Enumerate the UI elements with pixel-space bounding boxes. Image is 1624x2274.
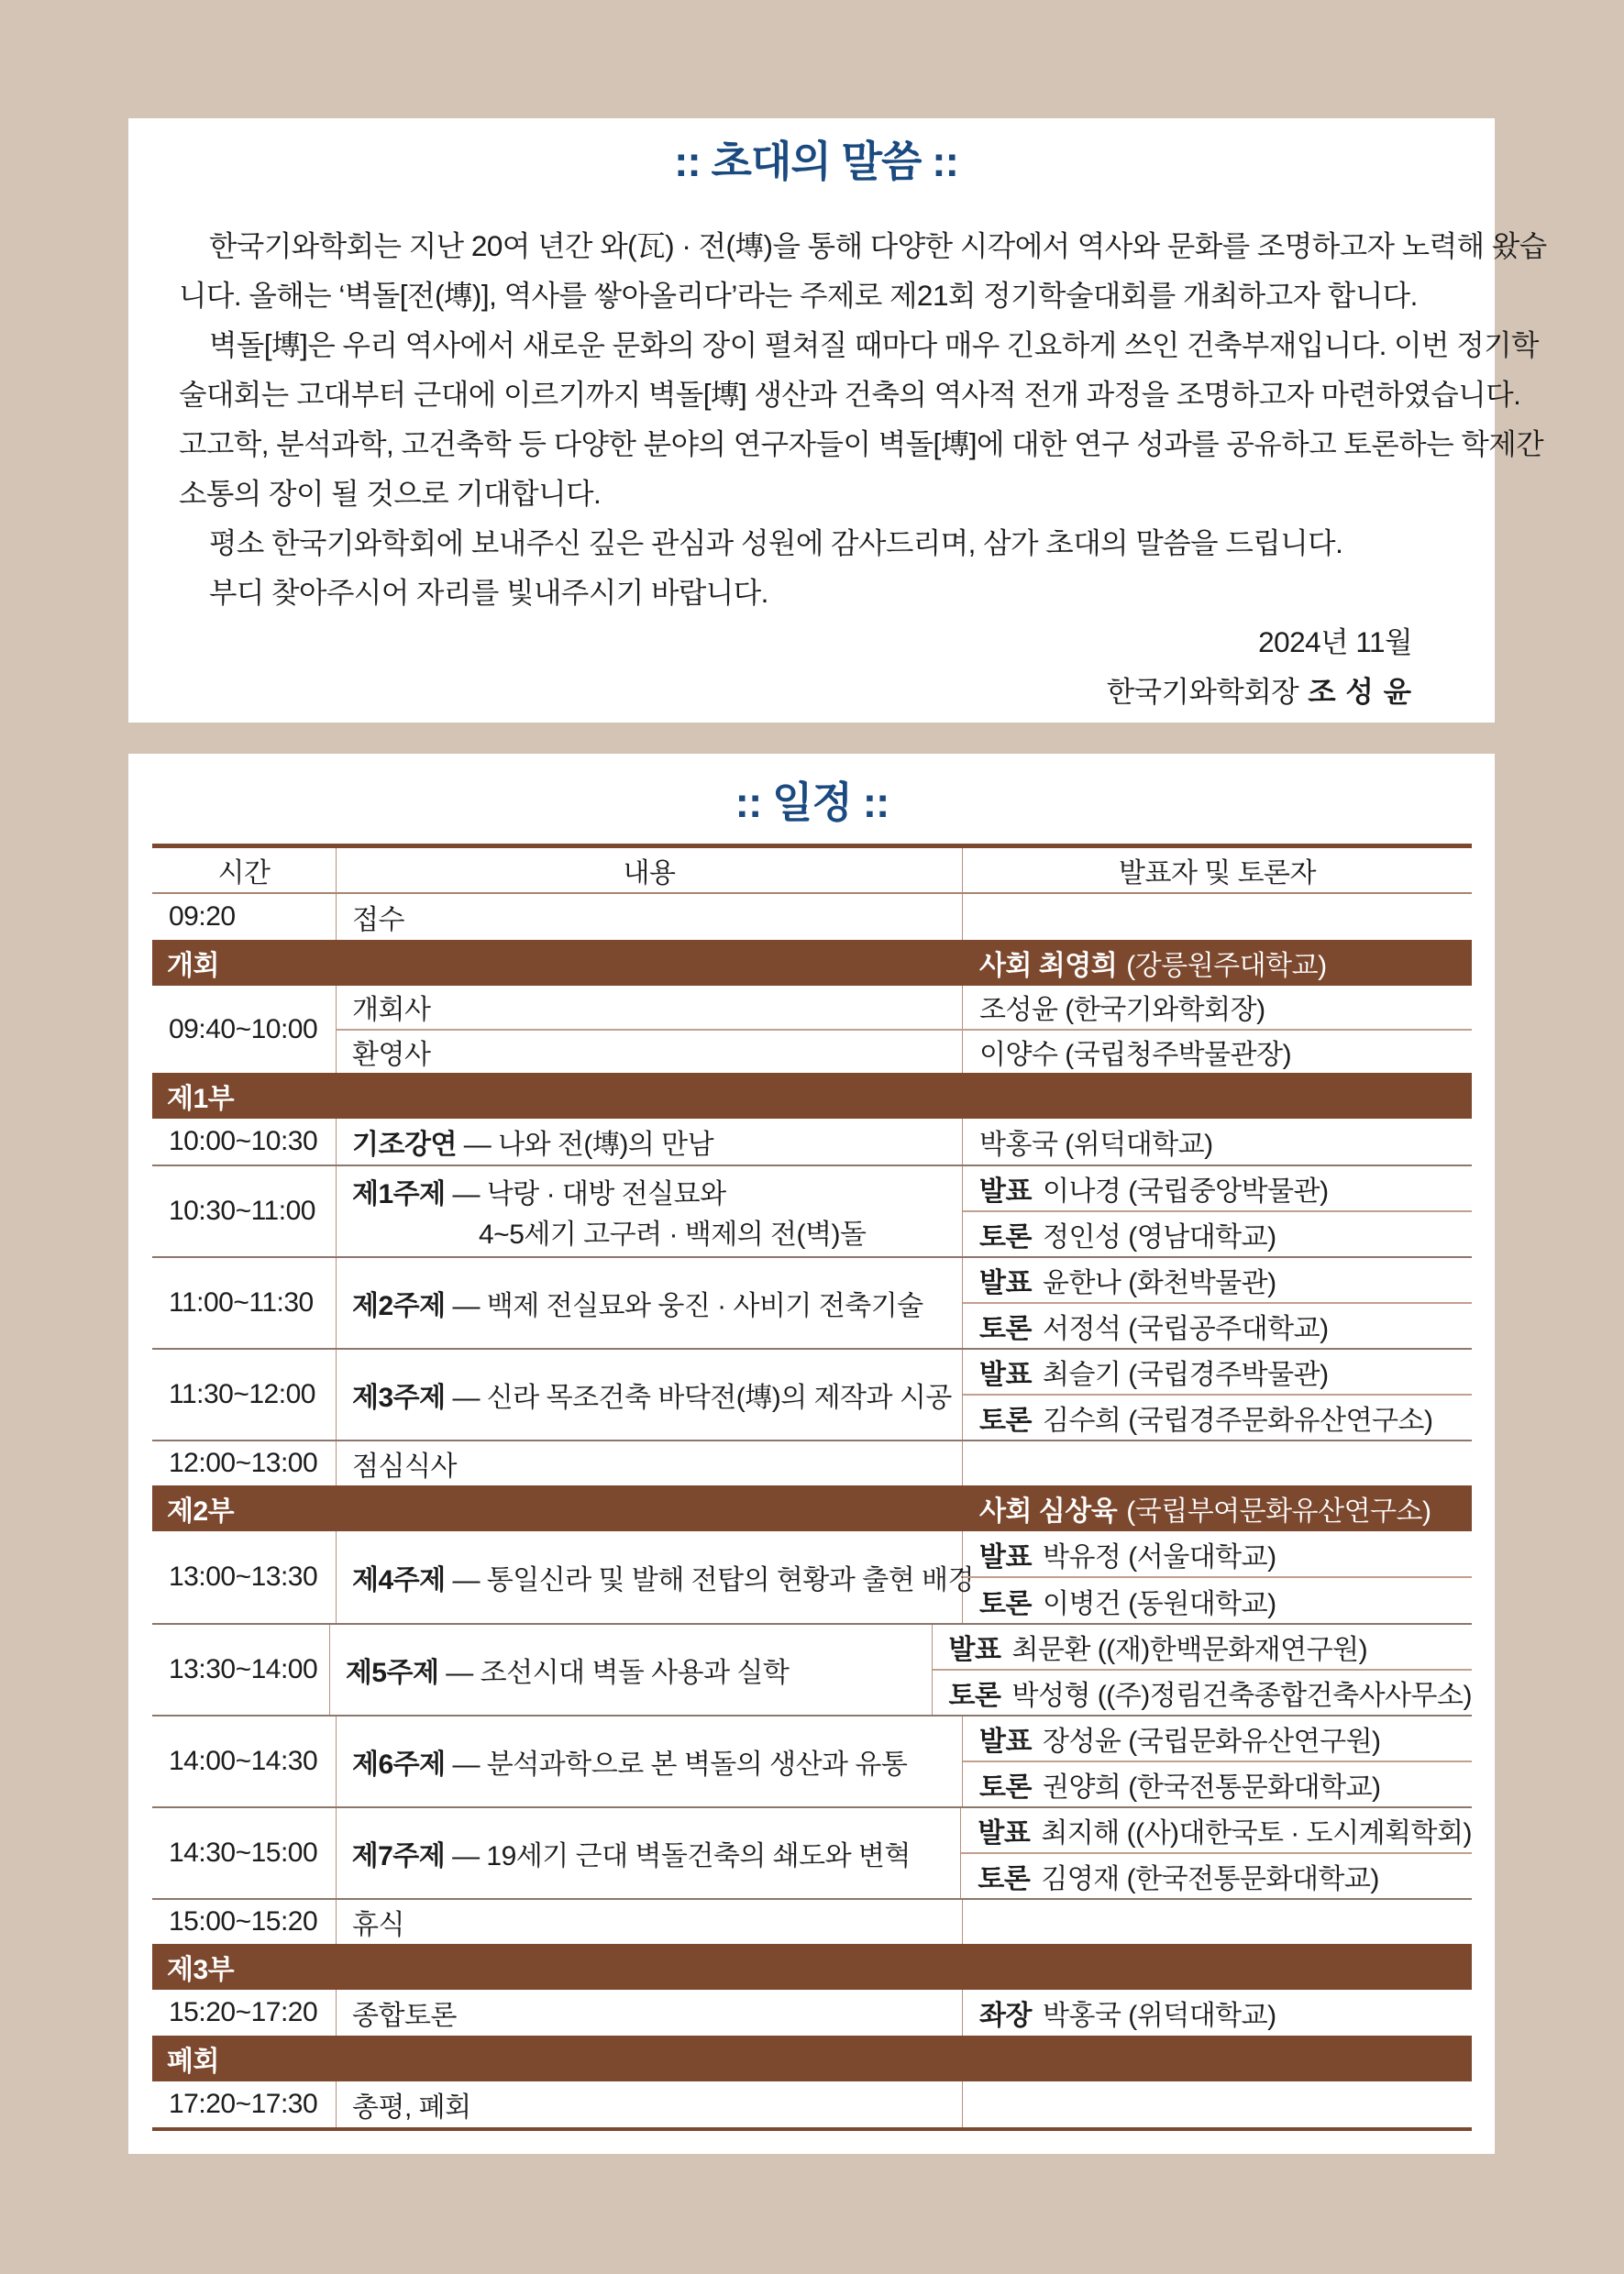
content-cell	[337, 894, 963, 940]
schedule-title: :: 일정 ::	[735, 778, 889, 826]
time-cell: 10:00~10:30	[152, 1119, 337, 1165]
presenter-label: 발표	[979, 1541, 1032, 1573]
schedule-row	[152, 1256, 1472, 1348]
presenter-name: 최슬기 (국립경주박물관)	[1042, 1360, 1329, 1390]
invitation-body	[179, 221, 1547, 617]
schedule-row	[152, 1898, 1472, 1944]
presenter-label: 발표	[979, 1268, 1032, 1298]
presenter-name: 박홍국 (위덕대학교)	[979, 1130, 1213, 1160]
sub-row	[337, 1031, 1472, 1074]
presenter-name: 최문환 ((재)한백문화재연구원)	[1011, 1635, 1368, 1665]
band-title: 개회	[167, 951, 219, 981]
topic-title: — 19세기 근대 벽돌건축의 쇄도와 변혁	[445, 1841, 911, 1871]
content-cell	[337, 1531, 974, 1623]
invitation-card	[128, 118, 1547, 723]
content-cell	[337, 1990, 963, 2036]
topic-number: 제4주제	[352, 1565, 446, 1595]
discussant-entry	[963, 1762, 1472, 1806]
topic-number: 제5주제	[345, 1658, 439, 1688]
content-line	[352, 1443, 962, 1484]
content-line	[352, 897, 962, 937]
presenter-cell	[963, 894, 1472, 940]
chair-label: 좌장	[979, 2001, 1032, 2031]
topic-number: 제3주제	[352, 1383, 446, 1413]
discussant-name: 서정석 (국립공주대학교)	[1042, 1314, 1329, 1344]
topic-title-line	[352, 1741, 962, 1782]
band-chair-label: 사회 최영희	[979, 951, 1118, 981]
invitation-line: 벽돌[塼]은 우리 역사에서 새로운 문화의 장이 펼쳐질 때마다 매우 긴요하게 쓰인 건축부재입니다. 이번 정기학	[209, 328, 1539, 361]
presenter-name: 박유정 (서울대학교)	[1042, 1541, 1276, 1573]
time-cell: 15:00~15:20	[152, 1900, 337, 1944]
content-cell	[337, 2081, 963, 2127]
presenter-discussant	[963, 1717, 1472, 1806]
schedule-row	[152, 1990, 1472, 2036]
invitation-date: 2024년 11월	[1258, 625, 1412, 658]
content-line	[352, 2084, 962, 2125]
discussant-label: 토론	[979, 1406, 1032, 1436]
signature-prefix: 한국기와학회장	[1106, 675, 1299, 708]
topic-title: — 백제 전실묘와 웅진 · 사비기 전축기술	[445, 1291, 923, 1321]
section-band	[152, 1073, 1472, 1119]
presenter-entry	[961, 1808, 1472, 1854]
topic-title-line	[352, 1833, 961, 1873]
presenter-label: 발표	[979, 1176, 1032, 1207]
presenter-entry	[963, 1531, 1472, 1578]
band-title: 제3부	[167, 1955, 235, 1985]
invitation-signature	[179, 667, 1453, 716]
content-cell	[337, 1808, 962, 1898]
presenter-discussant	[963, 1350, 1472, 1440]
schedule-card	[128, 754, 1495, 2154]
presenter-entry	[963, 1717, 1472, 1762]
discussant-entry	[963, 1212, 1472, 1256]
time-cell: 13:30~14:00	[152, 1625, 330, 1715]
content-cell	[337, 1350, 963, 1440]
presenter-entry	[963, 1258, 1472, 1304]
topic-title: — 통일신라 및 발해 전탑의 현황과 출현 배경	[445, 1565, 974, 1595]
content-cell	[337, 1119, 963, 1165]
presenter-cell	[963, 1441, 1472, 1485]
content-text: 종합토론	[352, 2001, 457, 2031]
signature-name: 조 성 윤	[1308, 675, 1412, 708]
discussant-name: 권양희 (한국전통문화대학교)	[1042, 1772, 1381, 1803]
time-cell: 14:00~14:30	[152, 1717, 337, 1806]
presenter-entry	[963, 1350, 1472, 1396]
content-cell	[337, 1258, 963, 1348]
topic-title: — 신라 목조건축 바닥전(塼)의 제작과 시공	[445, 1383, 952, 1413]
discussant-label: 토론	[979, 1222, 1032, 1253]
presenter-discussant	[961, 1808, 1472, 1898]
invitation-line: 니다. 올해는 ‘벽돌[전(塼)], 역사를 쌓아올리다’라는 주제로 제21회 정기학술대회를 개최하고자 합니다.	[179, 279, 1418, 312]
presenter-name: 이나경 (국립중앙박물관)	[1042, 1176, 1329, 1207]
time-cell: 09:40~10:00	[152, 986, 337, 1073]
sub-row	[337, 986, 1472, 1031]
schedule-row	[152, 1440, 1472, 1485]
schedule-row	[152, 1806, 1472, 1898]
discussant-entry	[961, 1854, 1472, 1898]
content-line	[352, 1993, 962, 2033]
content-cell	[337, 1717, 963, 1806]
band-chair-affiliation: (국립부여문화유산연구소)	[1126, 1496, 1431, 1527]
topic-title-line	[352, 1557, 974, 1597]
content-text: 휴식	[352, 1910, 404, 1940]
schedule-row	[152, 1623, 1472, 1715]
content-text: 점심식사	[352, 1452, 457, 1482]
schedule-table	[152, 844, 1472, 2131]
discussant-name: 김영재 (한국전통문화대학교)	[1041, 1864, 1379, 1894]
time-cell: 14:30~15:00	[152, 1808, 337, 1898]
content-line	[352, 1121, 962, 1162]
presenter-name: 윤한나 (화천박물관)	[1042, 1268, 1276, 1298]
table-body	[152, 894, 1472, 2127]
content-cell: 개회사	[337, 986, 963, 1029]
invitation-line: 한국기와학회는 지난 20여 년간 와(瓦) · 전(塼)을 통해 다양한 시각에서 역사와 문화를 조명하고자 노력해 왔습	[209, 229, 1547, 262]
time-cell: 13:00~13:30	[152, 1531, 337, 1623]
discussant-entry	[963, 1304, 1472, 1348]
schedule-row	[152, 1531, 1472, 1623]
invitation-line: 평소 한국기와학회에 보내주신 깊은 관심과 성원에 감사드리며, 삼가 초대의 말씀을 드립니다.	[209, 526, 1343, 559]
discussant-label: 토론	[948, 1681, 1001, 1711]
presenter-name: 박홍국 (위덕대학교)	[1042, 2001, 1276, 2031]
invitation-line: 소통의 장이 될 것으로 기대합니다.	[179, 477, 602, 510]
band-chair	[963, 1488, 1431, 1529]
content-text: — 나와 전(塼)의 만남	[456, 1130, 714, 1160]
section-band	[152, 2036, 1472, 2081]
presenter-label: 발표	[978, 1818, 1031, 1849]
presenter-cell	[963, 1900, 1472, 1944]
schedule-row	[152, 2081, 1472, 2127]
band-title: 폐회	[167, 2047, 219, 2077]
discussant-label: 토론	[979, 1588, 1032, 1619]
header-time: 시간	[152, 848, 337, 892]
band-chair-label: 사회 심상육	[979, 1496, 1118, 1527]
schedule-row	[152, 1165, 1472, 1256]
presenter-discussant	[963, 1531, 1472, 1623]
time-cell: 11:30~12:00	[152, 1350, 337, 1440]
schedule-row	[152, 1119, 1472, 1165]
invitation-line: 부디 찾아주시어 자리를 빛내주시기 바랍니다.	[209, 576, 768, 609]
table-header-row	[152, 848, 1472, 894]
topic-number: 제6주제	[352, 1750, 446, 1780]
time-cell: 17:20~17:30	[152, 2081, 337, 2127]
time-cell: 12:00~13:00	[152, 1441, 337, 1485]
band-title: 제2부	[167, 1496, 235, 1527]
band-chair-affiliation: (강릉원주대학교)	[1126, 951, 1327, 981]
split-rows	[337, 986, 1472, 1073]
topic-title-line	[352, 1283, 962, 1323]
header-content: 내용	[337, 848, 963, 892]
content-cell	[337, 1166, 963, 1256]
time-cell: 15:20~17:20	[152, 1990, 337, 2036]
presenter-discussant	[963, 1258, 1472, 1348]
schedule-row	[152, 894, 1472, 940]
content-cell	[337, 1441, 963, 1485]
content-cell	[330, 1625, 933, 1715]
section-band	[152, 1944, 1472, 1990]
presenter-label: 발표	[979, 1727, 1032, 1757]
discussant-label: 토론	[978, 1864, 1031, 1894]
discussant-name: 이병건 (동원대학교)	[1042, 1588, 1276, 1619]
presenter-cell	[963, 1990, 1472, 2036]
discussant-label: 토론	[979, 1772, 1032, 1803]
topic-title-line2: 4~5세기 고구려 · 백제의 전(벽)돌	[479, 1220, 867, 1250]
topic-number: 제7주제	[351, 1841, 446, 1871]
discussant-name: 박성형 ((주)정림건축종합건축사사무소)	[1011, 1681, 1472, 1711]
content-cell: 환영사	[337, 1031, 963, 1074]
presenter-label: 발표	[979, 1360, 1032, 1390]
discussant-name: 정인성 (영남대학교)	[1042, 1222, 1276, 1253]
topic-title: — 낙랑 · 대방 전실묘와	[445, 1179, 726, 1209]
time-cell: 09:20	[152, 894, 337, 940]
content-label: 기조강연	[352, 1130, 457, 1160]
invitation-title: :: 초대의 말씀 ::	[674, 138, 958, 185]
topic-title-line	[352, 1374, 962, 1415]
discussant-entry	[963, 1578, 1472, 1623]
content-cell	[337, 1900, 963, 1944]
topic-title-line	[346, 1650, 932, 1690]
discussant-entry	[963, 1396, 1472, 1440]
topic-title: — 분석과학으로 본 벽돌의 생산과 유통	[445, 1750, 908, 1780]
band-chair	[963, 943, 1327, 983]
discussant-label: 토론	[979, 1314, 1032, 1344]
invitation-line: 술대회는 고대부터 근대에 이르기까지 벽돌[塼] 생산과 건축의 역사적 전개 과정을 조명하고자 마련하였습니다.	[179, 378, 1521, 411]
topic-number: 제2주제	[352, 1291, 446, 1321]
presenter-cell	[963, 2081, 1472, 2127]
section-band	[152, 940, 1472, 986]
presenter-label: 발표	[948, 1635, 1001, 1665]
content-line	[352, 1902, 962, 1942]
time-cell: 11:00~11:30	[152, 1258, 337, 1348]
presenter-cell: 조성윤 (한국기와학회장)	[979, 995, 1265, 1026]
presenter-name: 장성윤 (국립문화유산연구원)	[1042, 1727, 1381, 1757]
band-title: 제1부	[167, 1084, 235, 1114]
section-band	[152, 1485, 1472, 1531]
schedule-row	[152, 1348, 1472, 1440]
topic-title-line	[352, 1171, 962, 1211]
schedule-row	[152, 986, 1472, 1073]
time-cell: 10:30~11:00	[152, 1166, 337, 1256]
schedule-row	[152, 1715, 1472, 1806]
presenter-discussant	[963, 1166, 1472, 1256]
content-text: 총평, 폐회	[352, 2092, 471, 2123]
invitation-line: 고고학, 분석과학, 고건축학 등 다양한 분야의 연구자들이 벽돌[塼]에 대한 연구 성과를 공유하고 토론하는 학제간	[179, 427, 1544, 460]
discussant-entry	[933, 1671, 1472, 1715]
presenter-cell: 이양수 (국립청주박물관장)	[979, 1039, 1292, 1070]
presenter-entry	[963, 1166, 1472, 1212]
header-presenters: 발표자 및 토론자	[1118, 858, 1317, 889]
presenter-name: 최지해 ((사)대한국토 · 도시계획학회)	[1041, 1818, 1472, 1849]
content-text: 접수	[352, 905, 404, 935]
presenter-cell	[963, 1119, 1472, 1165]
topic-title: — 조선시대 벽돌 사용과 실학	[438, 1658, 790, 1688]
discussant-name: 김수희 (국립경주문화유산연구소)	[1042, 1406, 1433, 1436]
topic-number: 제1주제	[352, 1179, 446, 1209]
presenter-discussant	[933, 1625, 1472, 1715]
presenter-entry	[933, 1625, 1472, 1671]
